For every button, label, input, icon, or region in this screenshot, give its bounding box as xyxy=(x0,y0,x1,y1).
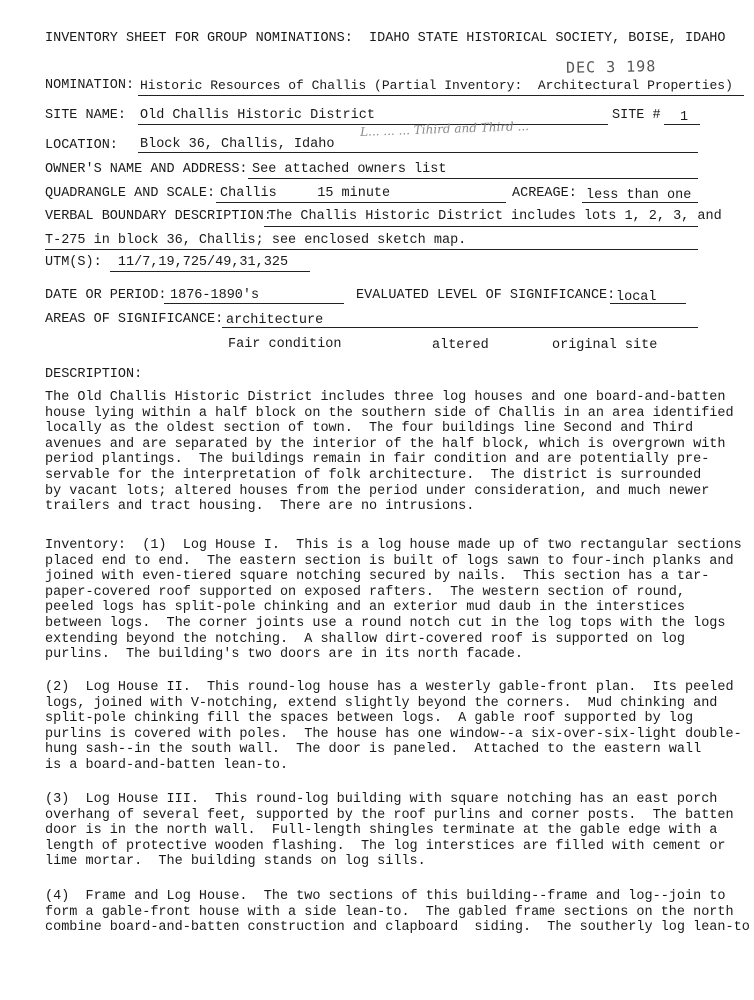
inventory-log-house-3 xyxy=(45,792,735,870)
text-line: (4) Frame and Log House. The two sections of this building--frame and log--join to xyxy=(45,889,726,904)
acreage-label: ACREAGE: xyxy=(512,186,577,201)
text-line: The Old Challis Historic District includes three log houses and one board-and-batten xyxy=(45,390,726,405)
condition-fair: Fair condition xyxy=(228,337,342,352)
date-value: 1876-1890's xyxy=(170,288,260,303)
areas-underline xyxy=(222,327,698,328)
quadrangle-underline xyxy=(216,202,506,203)
areas-value: architecture xyxy=(226,313,324,328)
verbal-boundary-underline-2 xyxy=(45,249,698,250)
text-line: servable for the interpretation of folk architecture. The district is surrounded xyxy=(45,467,702,483)
location-underline xyxy=(138,152,698,153)
text-line: is a board-and-batten lean-to. xyxy=(45,757,289,773)
text-line: (3) Log House III. This round-log building with square notching has an east porch xyxy=(45,792,718,807)
text-line: (2) Log House II. This round-log house has a westerly gable-front plan. Its peeled xyxy=(45,680,734,695)
description-heading: DESCRIPTION: xyxy=(45,367,143,382)
text-line: length of protective wooden flashing. The log interstices are filled with cement or xyxy=(45,838,726,854)
acreage-underline xyxy=(582,202,698,203)
inventory-frame-and-log-house xyxy=(45,889,750,936)
text-line: by vacant lots; altered houses from the period under consideration, and much newer xyxy=(45,483,710,499)
text-line: paper-covered roof supported on exposed rafters. The western section of round, xyxy=(45,584,686,600)
text-line: Inventory: (1) Log House I. This is a log house made up of two rectangular sections xyxy=(45,538,742,553)
utm: UTM(S): 11/7,19,725/49,31,325 xyxy=(45,255,289,270)
form-header: INVENTORY SHEET FOR GROUP NOMINATIONS: IDAHO STATE HISTORICAL SOCIETY, BOISE, IDAHO xyxy=(45,31,726,46)
verbal-boundary-underline-1 xyxy=(264,226,698,227)
verbal-boundary-value-1: The Challis Historic District includes lots 1, 2, 3, and xyxy=(268,209,722,224)
date-underline xyxy=(164,303,344,304)
text-line: logs, joined with V-notching, extend slightly beyond the corners. Mud chinking and xyxy=(45,695,718,711)
text-line: placed end to end. The eastern section is built of logs sawn to four-inch planks and xyxy=(45,553,734,569)
inventory-log-house-1 xyxy=(45,538,742,663)
utm-underline xyxy=(110,271,310,272)
text-line: period plantings. The buildings remain in fair condition and are potentially pre- xyxy=(45,452,710,468)
text-line: avenues and are separated by the interior of the half block, which is overgrown with xyxy=(45,436,726,452)
text-line: hung sash--in the south wall. The door is paneled. Attached to the eastern wall xyxy=(45,742,702,758)
condition-altered: altered xyxy=(432,338,489,353)
text-line: combine board-and-batten construction and clapboard siding. The southerly log lean-to xyxy=(45,920,750,936)
areas-label: AREAS OF SIGNIFICANCE: xyxy=(45,312,224,327)
text-line: between logs. The corner joints use a round notch cut in the log tops with the logs xyxy=(45,615,726,631)
text-line: split-pole chinking fill the spaces between logs. A gable roof supported by log xyxy=(45,711,694,727)
received-date-stamp: DEC 3 198 xyxy=(565,57,657,77)
nomination-value: Historic Resources of Challis (Partial Inventory: Architectural Properties) xyxy=(140,78,733,93)
text-line: purlins is covered with poles. The house has one window--a six-over-six-light double- xyxy=(45,726,742,742)
nomination-label: NOMINATION: xyxy=(45,78,135,93)
acreage-value: less than one xyxy=(586,188,692,203)
site-name-value: Old Challis Historic District xyxy=(140,108,375,123)
location-label: LOCATION: xyxy=(45,138,118,153)
inventory-log-house-2 xyxy=(45,680,742,774)
owner-label: OWNER'S NAME AND ADDRESS: xyxy=(45,162,248,177)
text-line: purlins. The building's two doors are in its north facade. xyxy=(45,647,523,663)
quadrangle-value: Challis 15 minute xyxy=(220,186,391,201)
text-line: extending beyond the notching. A shallow dirt-covered roof is supported on log xyxy=(45,631,686,647)
text-line: overhang of several feet, supported by the roof purlins and corner posts. The batten xyxy=(45,807,734,823)
significance-level-underline xyxy=(610,303,686,304)
date-label: DATE OR PERIOD: xyxy=(45,288,167,303)
significance-level-label: EVALUATED LEVEL OF SIGNIFICANCE: xyxy=(356,288,616,303)
site-number-value: 1 xyxy=(680,110,689,125)
text-line: door is in the north wall. Full-length shingles terminate at the gable edge with a xyxy=(45,823,718,839)
significance-level-value: local xyxy=(616,290,657,305)
location-value: Block 36, Challis, Idaho xyxy=(140,137,335,152)
quadrangle-label: QUADRANGLE AND SCALE: xyxy=(45,186,216,201)
site-number-underline xyxy=(664,124,700,125)
text-line: peeled logs has split-pole chinking and an exterior mud daub in the interstices xyxy=(45,600,686,616)
nomination-underline xyxy=(138,95,744,96)
site-name-label: SITE NAME: xyxy=(45,108,127,123)
description-paragraph xyxy=(45,390,735,515)
owner-value: See attached owners list xyxy=(252,162,447,177)
site-number-label: SITE # xyxy=(612,108,661,123)
text-line: trailers and tract housing. There are no intrusions. xyxy=(45,499,475,515)
condition-original-site: original site xyxy=(552,338,658,353)
text-line: joined with even-tiered square notching secured by nails. This section has a tar- xyxy=(45,569,710,585)
owner-underline xyxy=(248,178,698,179)
verbal-boundary-value-2: T-275 in block 36, Challis; see enclosed sketch map. xyxy=(45,233,467,248)
text-line: house lying within a half block on the southern side of Challis in an area identified xyxy=(45,405,734,421)
text-line: lime mortar. The building stands on log sills. xyxy=(45,854,426,870)
text-line: locally as the oldest section of town. The four buildings line Second and Third xyxy=(45,421,694,437)
handwritten-annotation: L... ... ... Tihird and Third ... xyxy=(359,119,530,139)
verbal-boundary-label: VERBAL BOUNDARY DESCRIPTION: xyxy=(45,209,272,224)
text-line: form a gable-front house with a side lean-to. The gabled frame sections on the north xyxy=(45,904,734,920)
